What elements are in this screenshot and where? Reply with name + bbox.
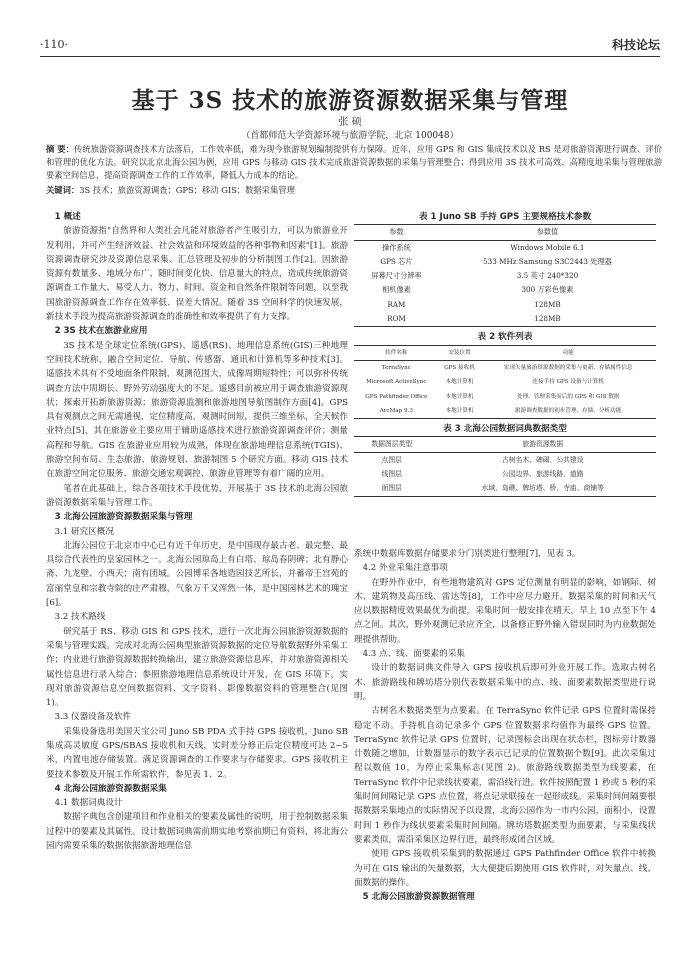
left-column bbox=[46, 210, 348, 853]
subsection-heading: 3.3 仪器设备及软件 bbox=[54, 712, 132, 723]
table-cell: 面图层 bbox=[354, 481, 430, 496]
table2 bbox=[354, 345, 656, 419]
table-cell: ROM bbox=[354, 312, 439, 327]
table-cell: GPS 芯片 bbox=[380, 256, 413, 266]
table-row bbox=[354, 283, 656, 297]
table-cell: 线图层 bbox=[381, 470, 402, 479]
table3 bbox=[354, 436, 656, 496]
paragraph: 3S 技术是全球定位系统(GPS)、遥感(RS)、地理信息系统(GIS)三种地理空间技术统称，融合空间定位、导航、传感器、通讯和计算机等多种技术[3]。遥感技术具有不受地面条件限制，观测范围大，成像周期短特性；可以弥补传统调查方法中周期长、野外劳动强度大的不足。遥感目前被应用于调查旅游资源现状；探索开拓新旅游资源；旅游资源监测和旅游地图导航图制作方面[4]。GPS 具有观测点之间无需通视，定位精度高，观测时间短，提供三维坐标，全天候作业特点[5]，其在旅游业主要应用于辅助遥感技术进行旅游资源调查评价；测量高程和导航。GIS 在旅游业应用较为成熟，体现在旅游地理信息系统(TGIS)、旅游空间布局、生态旅游、旅游规划、旅游制图 5 个研究方面。移动 GIS 技术在旅游空间定位服务、旅游交通宏观调控、旅游业管理等有着广阔的应用。 bbox=[46, 340, 348, 480]
right-column-text bbox=[354, 547, 656, 904]
table-cell: 屏幕尺寸分辨率 bbox=[371, 271, 422, 281]
table-cell: 公园边界、旅游线路、道路 bbox=[501, 470, 584, 479]
subsection-heading: 4.1 数据词典设计 bbox=[54, 798, 123, 809]
section-heading: 1 概述 bbox=[54, 212, 81, 222]
page-number: ·110· bbox=[40, 38, 68, 51]
table-cell: 操作系统 bbox=[382, 242, 411, 252]
affiliation: （首都师范大学资源环境与旅游学院，北京 100048） bbox=[241, 131, 459, 141]
table-header-row bbox=[354, 345, 656, 360]
table-row bbox=[354, 481, 656, 496]
table-row bbox=[354, 467, 656, 481]
paper-title: 基于 3S 技术的旅游资源数据采集与管理 bbox=[131, 87, 569, 114]
table-cell: 相机像素 bbox=[382, 285, 411, 295]
section-heading: 5 北海公园旅游资源数据管理 bbox=[362, 892, 475, 903]
abstract bbox=[46, 143, 662, 182]
section-heading: 4 北海公园旅游资源数据采集 bbox=[54, 783, 167, 794]
table-cell: 实现矢量旅游资源数据的采集与更新、存储属性信息 bbox=[503, 364, 633, 371]
table-row bbox=[354, 255, 656, 269]
table-cell: GPS 接收机 bbox=[444, 364, 475, 371]
table-cell: 533 MHz Samsung S3C2443 处理器 bbox=[483, 256, 612, 266]
table-row bbox=[354, 269, 656, 283]
table-cell: 点图层 bbox=[381, 455, 402, 464]
paragraph: 笔者在此基础上，综合各项技术手段优势，开展基于 3S 技术的北海公园旅游资源数据采集与管理工作。 bbox=[46, 483, 348, 508]
subsection-heading: 4.3 点、线、面要素的采集 bbox=[362, 649, 465, 660]
table-header-row bbox=[354, 225, 656, 240]
subsection-heading: 4.2 外业采集注意事项 bbox=[362, 563, 448, 574]
table-row bbox=[354, 452, 656, 467]
table-cell: 处理、管理采集而后的 GPS 和 GIS 数据 bbox=[517, 393, 620, 400]
author: 张 硕 bbox=[338, 117, 362, 128]
paragraph: 系统中数据库数据存储要求分门别类进行整理[7]，见表 3。 bbox=[354, 549, 581, 559]
table-row bbox=[354, 312, 656, 327]
table2-caption: 表 2 软件列表 bbox=[477, 332, 533, 343]
table-cell: 128MB bbox=[534, 299, 561, 309]
table-header: 功能 bbox=[480, 345, 656, 360]
paragraph: 数据字典包含创建项目和作业相关的要素及属性的说明，用于控制数据采集过程中的要素及其属性。设计数据词典需前期实地考察前期已有资料，将北海公园内需要采集的数据依据旅游地理信息 bbox=[46, 812, 348, 852]
table-cell: 旅游调查数据的初步管理、存储、分析功能 bbox=[480, 404, 656, 419]
table-cell: 3.5 英寸 240*320 bbox=[516, 271, 579, 281]
table-cell: 本地计算机 bbox=[445, 393, 474, 400]
table-cell: Microsoft ActiveSync bbox=[366, 379, 427, 386]
paragraph: 旅游资源指"自然界和人类社会凡能对旅游者产生吸引力，可以为旅游业开发利用，并可产生经济效益、社会效益和环境效益的各种事物和因素"[1]。旅游资源调查研究涉及资源信息采集、汇总管理及初步的分析制图工作[2]。因旅游资源有数量多、地域分布广、随时间变化快、信息量大的特点，造成传统旅游资源调查工作量大、易受人力、物力、时间、资金和自然条件限制等问题，以至我国旅游资源调查工作存在效率低、误差大情况。随着 3S 空间科学的快速发展，新技术手段为提高旅游资源调查的准确性和效率提供了有力支撑。 bbox=[46, 226, 348, 323]
section-heading: 2 3S 技术在旅游业应用 bbox=[54, 326, 148, 337]
table-header: 数据图层类型 bbox=[354, 437, 430, 452]
table-row bbox=[354, 404, 656, 419]
paragraph: 设计的数据词典文件导入 GPS 接收机后即可外业开展工作。选取古树名木、旅游路线和牌坊塔分别代表数据采集中的点、线、面要素数据类型进行说明。 bbox=[354, 663, 656, 702]
table-cell: 本地计算机 bbox=[439, 404, 481, 419]
table-cell: Windows Mobile 6.1 bbox=[510, 242, 585, 252]
table-cell: RAM bbox=[387, 299, 406, 309]
table-cell: 本地计算机 bbox=[445, 379, 474, 386]
table-header: 旅游资源数据 bbox=[430, 437, 657, 452]
table-row bbox=[354, 375, 656, 389]
table-row bbox=[354, 240, 656, 255]
table-row bbox=[354, 298, 656, 312]
table-header: 安装位置 bbox=[439, 345, 481, 360]
table3-caption: 表 3 北海公园数据词典数据类型 bbox=[443, 424, 567, 435]
table1 bbox=[354, 224, 656, 327]
abstract-text: 传统旅游资源调查技术方法落后，工作效率低，难为现今旅游规划编制提供有力保障。近年，应用 GPS 和 GIS 集成技术以及 RS 是对旅游资源进行调查、评价和管理的优化方法。研究以北京北海公园为例，应用 GPS 与移动 GIS 技术完成旅游资源数据的采集与管理整合；得到应用 3S 技术可高效、高精度地采集与管理旅游要素空间信息，提高资源调查工作的工作效率，降低人力成本的结论。 bbox=[46, 144, 663, 180]
table-cell: ArcMap 9.3 bbox=[354, 404, 439, 419]
table-header: 参数 bbox=[354, 225, 439, 240]
table-cell: 水域、岛礁、牌坊塔、桥、寺庙、商铺等 bbox=[430, 481, 657, 496]
section-heading: 3 北海公园旅游资源数据采集与管理 bbox=[54, 512, 193, 523]
right-column bbox=[354, 210, 656, 497]
table-cell: 128MB bbox=[439, 312, 656, 327]
table1-caption: 表 1 Juno SB 手持 GPS 主要规格技术参数 bbox=[418, 212, 592, 222]
subsection-heading: 3.1 研究区概况 bbox=[54, 526, 114, 537]
page-header bbox=[40, 38, 660, 57]
table-header: 参数值 bbox=[439, 225, 656, 240]
table-cell: TerraSync bbox=[381, 364, 411, 371]
paragraph: 采集设备选用美国天宝公司 Juno SB PDA 式手持 GPS 接收机，Juno SB 集成高灵敏度 GPS/SBAS 接收机和天线，实时差分修正后定位精度可达 2~5 米，内置电池存储装置。满足资源调查的工作要求与存储要求。GPS 接收机主要技术参数及开展工作所需软件，参见表 1、2。 bbox=[46, 726, 348, 780]
table-cell: 连接手持 GPS 设备与计算机 bbox=[532, 379, 604, 386]
paragraph: 古树名木数据类型为点要素。在 TerraSync 软件记录 GPS 位置时需保持稳定不动。手持机自动记录多个 GPS 位置数据求均值作为最终 GPS 位置。TerraSync 软件记录 GPS 位置时，记录图标会出现在状态栏，图标旁计数器计数随之增加，计数器显示的数字表示已记录的位置数据个数[9]。此次采集过程以数值 10，为停止采集标志(见图 2)。旅游路线数据类型为线要素，在 TerraSync 软件中记录线状要素，需沿线行进。软件按照配置 1 秒或 5 秒的采集时间间隔记录 GPS 点位置，将点记录联接在一起形成线。采集时间间隔要根据数据采集地点的实际情况予以设置，北海公园作为一市内公园，面积小，设置时间 1 秒作为线状要素采集时间间隔。牌坊塔数据类型为面要素，与采集线状要素类似，需沿采集区边界行进，最终形成闭合区域。 bbox=[354, 706, 656, 845]
table-cell: GPS Pathfinder Office bbox=[365, 393, 428, 400]
keywords-text: 3S 技术；旅游资源调查；GPS；移动 GIS；数据采集管理 bbox=[79, 185, 295, 195]
table-cell: 古树名木、碑碣、公共建设 bbox=[501, 455, 584, 464]
paragraph: 北海公园位于北京市中心已有近千年历史，是中国现存最古老、最完整、最具综合代表性的皇家园林之一。北海公园琼岛上有白塔、琼岛春阴碑；北有静心斋、九龙壁、小西天；南有团城。公园博采各地造园技艺所长，并蓄帝王宫苑的富丽堂皇和宗教寺院的庄严肃穆，气象万千又浑然一体，是中国园林艺术的瑰宝[6]。 bbox=[46, 540, 348, 609]
abstract-label: 摘 要： bbox=[46, 144, 75, 154]
paragraph: 在野外作业中，有些地物建筑对 GPS 定位测量有明显的影响，如钢际、树木、建筑物及高压线、雷达等[8]，工作中应尽力避开。数据采集的时间和天气应以数据精度效果最优为前提，采集时间一般安排在晴天，早上 10 点至下午 4 点之间。其次，野外观测记录应齐全，以备修正野外输入错误同时为内业数据处理提供帮助。 bbox=[354, 577, 656, 645]
keywords bbox=[46, 184, 662, 196]
paragraph: 使用 GPS 接收机采集到的数据通过 GPS Pathfinder Office 软件中转换为可在 GIS 输出的矢量数据，大大便捷后期使用 GIS 软件时，对矢量点、线、面数据的操作。 bbox=[354, 849, 656, 888]
subsection-heading: 3.2 技术路线 bbox=[54, 612, 106, 623]
section-name: 科技论坛 bbox=[611, 38, 660, 52]
keywords-label: 关键词： bbox=[46, 185, 80, 195]
table-header: 软件名称 bbox=[354, 345, 439, 360]
table-row bbox=[354, 360, 656, 375]
table-cell: 300 万彩色像素 bbox=[521, 285, 574, 295]
paragraph: 研究基于 RS、移动 GIS 和 GPS 技术，进行一次北海公园旅游资源数据的采集与管理实践。完成对北海公园典型旅游资源数据的定位导航数据野外采集工作；内业进行旅游资源数据转换输出，建立旅游资源信息库，并对旅游资源相关属性信息进行录入综合；参照旅游地理信息系统设计开发，在 GIS 环境下，实现对旅游资源信息空间数据资料、文字资料、影像数据资料的管理整合(见图 1)。 bbox=[46, 626, 348, 709]
table-header-row bbox=[354, 437, 656, 452]
table-row bbox=[354, 390, 656, 404]
